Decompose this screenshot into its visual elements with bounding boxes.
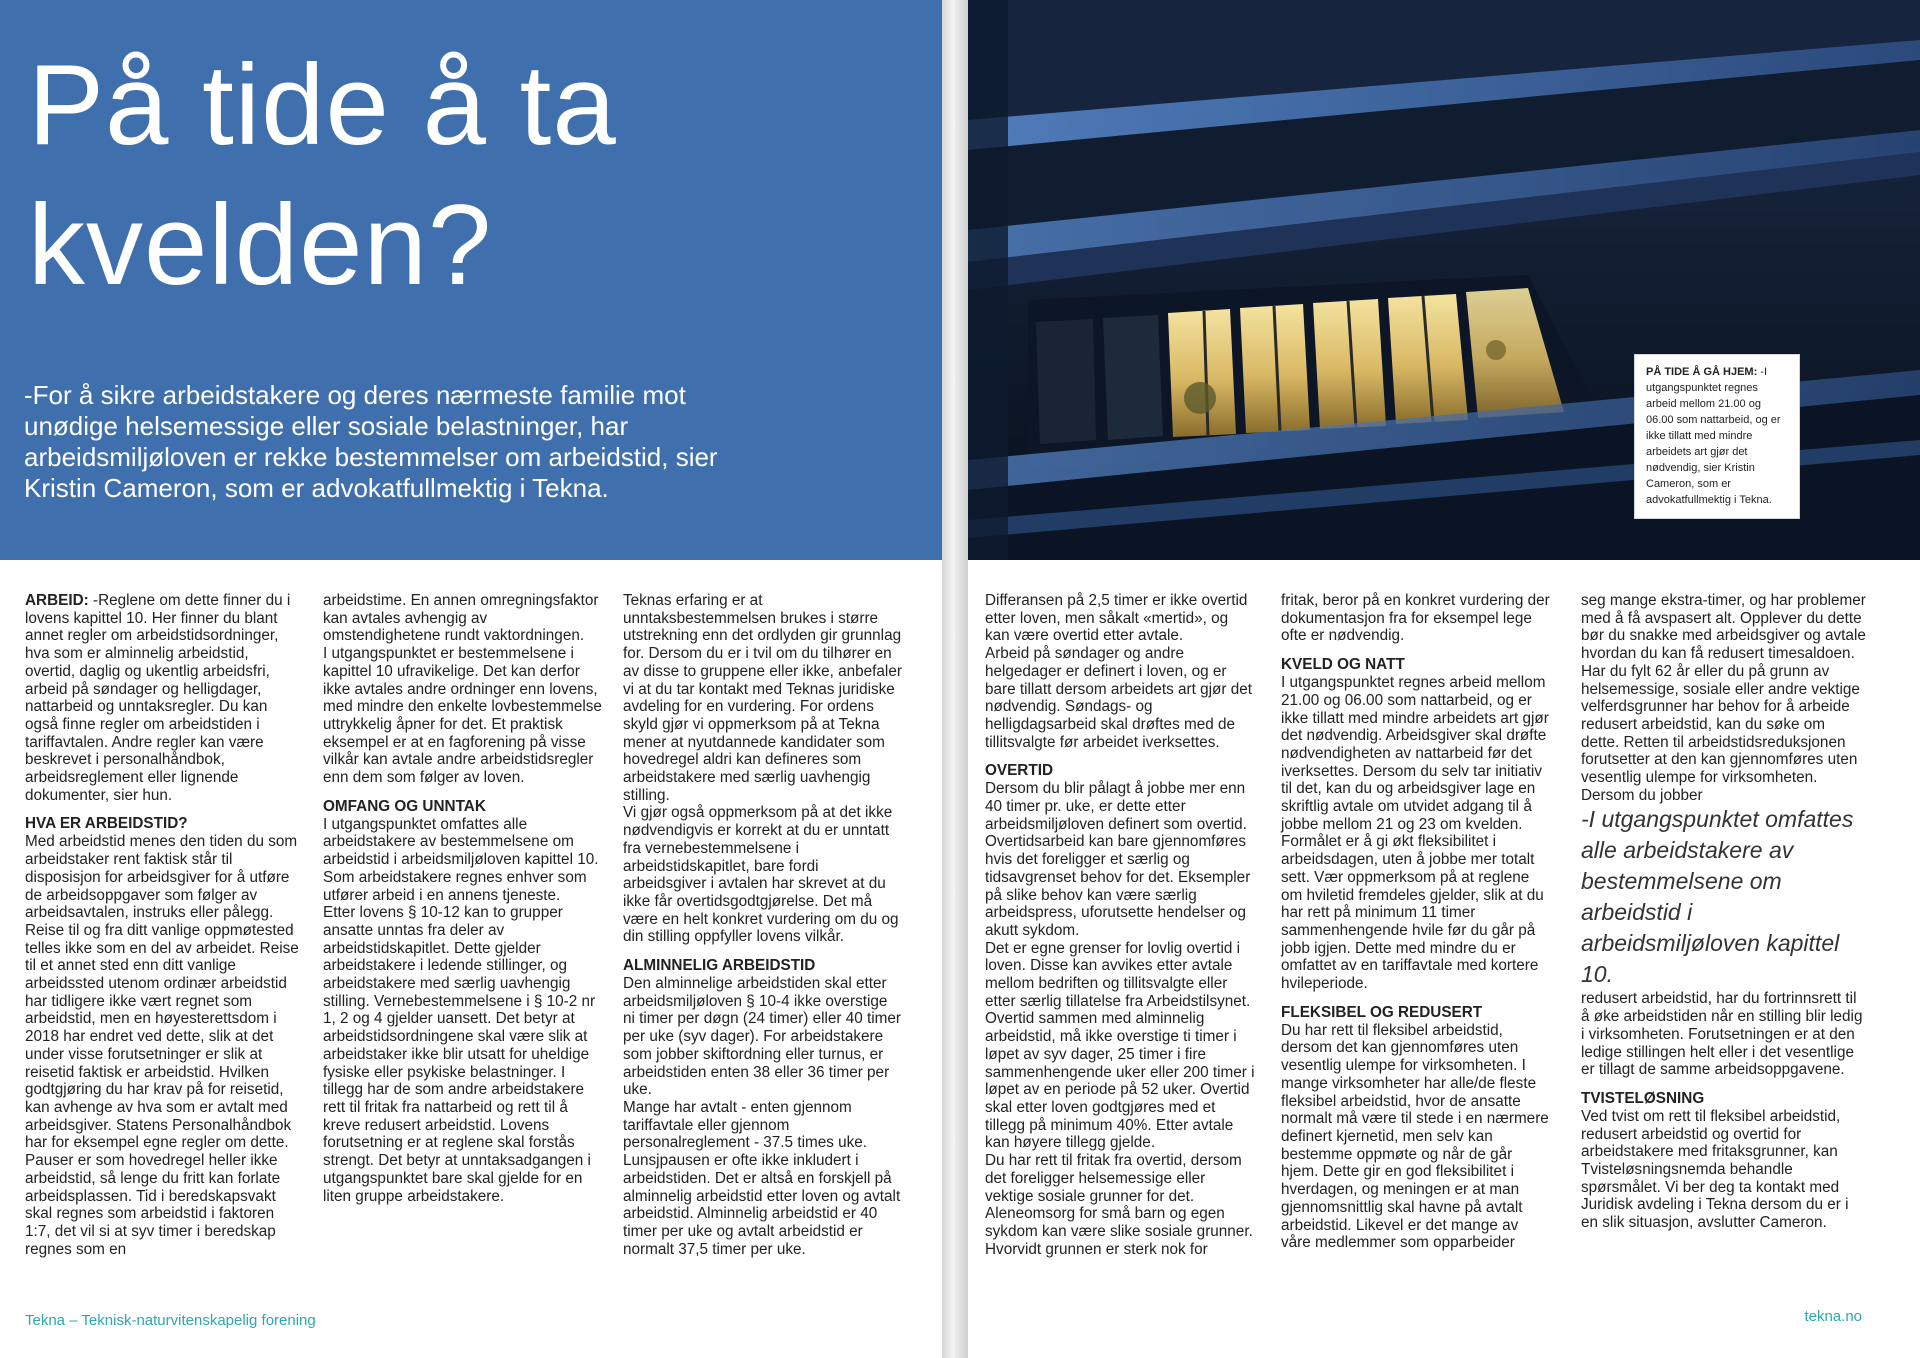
article-title: På tide å ta kvelden? xyxy=(28,42,617,309)
paragraph: Teknas erfaring er at unntaksbestemmelsen brukes i større utstrekning enn det ordlyden gir grunnlag for. Dersom du er i tvil om du tilhører en av disse to gruppene eller ikke, anbefaler vi at du tar kontakt med Teknas juridiske avdeling for en vurdering. For ordens skyld gjør vi oppmerksom på at Tekna mener at nyutdannede kandidater som hovedregel aldri kan defineres som arbeidstakere med særlig uavhengig stilling. xyxy=(623,592,902,804)
spread-gutter xyxy=(942,0,968,1358)
lead-in-label: ARBEID: xyxy=(25,592,89,609)
subheading-kveld-og-natt: KVELD OG NATT xyxy=(1281,656,1405,674)
paragraph: Etter lovens § 10-12 kan to grupper ansatte unntas fra deler av arbeidstidskapitlet. Dette gjelder arbeidstakere i ledende stillinger, og arbeidstakere med særlig uavhengig stilling. Vernebestemmelsene i § 10-2 nr 1, 2 og 4 gjelder uansett. Det betyr at arbeidstidsordningene skal være slik at arbeidstaker ikke blir utsatt for uheldige fysiske eller psykiske belastninger. I tillegg har de som andre arbeidstakere rett til fritak fra nattarbeid og rett til å kreve redusert arbeidstid. Lovens forutsetning er at reglene skal forstås strengt. Det betyr at unntaksadgangen i utgangspunktet bare skal gjelde for en liten gruppe arbeidstakere. xyxy=(323,904,596,1205)
paragraph: Du har rett til fritak fra overtid, dersom det foreligger helsemessige eller vektige sosiale grunner for det. Aleneomsorg for små barn og egen sykdom kan være slike sosiale grunner. Hvorvidt grunnen er sterk nok for xyxy=(985,1152,1253,1258)
night-office-building-image xyxy=(968,0,1920,560)
paragraph: I utgangspunktet regnes arbeid mellom 21.00 og 06.00 som nattarbeid, og er ikke tillatt med mindre arbeidets art gjør det nødvendig. Arbeidsgiver skal drøfte nødvendigheten av nattarbeid før det iverksettes. Dersom du selv tar initiativ til det, kan du og arbeidsgiver lage en skriftlig avtale om utvidet adgang til å jobbe mellom 21 og 23 om kvelden. Formålet er å gi økt fleksibilitet i arbeidsdagen, uten å jobbe mer totalt sett. Vær oppmerksom på at reglene om hviletid fremdeles gjelder, slik at du har rett på minimum 11 timer sammenhengende hvile før du går på jobb igjen. Dette med mindre du er omfattet av en tariffavtale med kortere hvileperiode. xyxy=(1281,674,1549,993)
right-page xyxy=(968,0,1920,1358)
subheading-alminnelig-arbeidstid: ALMINNELIG ARBEIDSTID xyxy=(623,957,816,975)
paragraph: Arbeid på søndager og andre helgedager er definert i loven, og er bare tillatt dersom arbeidets art gjør det nødvendig. Søndags- og helligdagsarbeid skal drøftes med de tillitsvalgte før arbeidet iverksettes. xyxy=(985,645,1252,751)
paragraph: Differansen på 2,5 timer er ikke overtid etter loven, men såkalt «mertid», og kan være overtid etter avtale. xyxy=(985,592,1248,645)
left-column-1 xyxy=(25,592,303,1258)
paragraph: I utgangspunktet er bestemmelsene i kapittel 10 ufravikelige. Det kan derfor ikke avtales andre ordninger enn lovens, med mindre den enkelte lovbestemmelse uttrykkelig åpner for det. Et praktisk eksempel er at en fagforening på visse vilkår kan avtale andre arbeidstidsregler enn dem som følger av loven. xyxy=(323,645,602,787)
footer-organization: Tekna – Teknisk-naturvitenskapelig forening xyxy=(25,1312,316,1329)
subheading-omfang-og-unntak: OMFANG OG UNNTAK xyxy=(323,797,486,815)
hero-banner xyxy=(0,0,942,560)
subheading-tvistelosning: TVISTELØSNING xyxy=(1581,1089,1705,1107)
left-column-3 xyxy=(623,592,903,1258)
paragraph: Dersom du blir pålagt å jobbe mer enn 40 timer pr. uke, er dette etter arbeidsmiljøloven definert som overtid. Overtidsarbeid kan bare gjennomføres hvis det foreligger et særlig og tidsavgrenset behov for det. Eksempler på slike behov kan være særlig arbeidspress, uforutsette hendelser og akutt sykdom. xyxy=(985,780,1251,939)
subheading-overtid: OVERTID xyxy=(985,762,1053,780)
paragraph: Vi gjør også oppmerksom på at det ikke nødvendigvis er korrekt at du er unntatt fra vernebestemmelsene i arbeidstidskapitlet, bare fordi arbeidsgiver i avtalen har skrevet at du ikke får overtidsgodtgjørelse. Det må være en helt konkret vurdering om du og din stilling oppfyller lovens vilkår. xyxy=(623,804,899,946)
right-column-3 xyxy=(1581,592,1867,1232)
right-column-2 xyxy=(1281,592,1551,1252)
right-column-1 xyxy=(985,592,1255,1258)
caption-label: PÅ TIDE Å GÅ HJEM: xyxy=(1646,366,1758,378)
article-lead: -For å sikre arbeidstakere og deres nærmeste familie mot unødige helsemessige eller sosiale belastninger, har arbeidsmiljøloven er rekke bestemmelser om arbeidstid, sier Kristin Cameron, som er advokatfullmektig i Tekna. xyxy=(24,380,718,503)
subheading-fleksibel-og-redusert: FLEKSIBEL OG REDUSERT xyxy=(1281,1003,1483,1021)
paragraph: Ved tvist om rett til fleksibel arbeidstid, redusert arbeidstid og overtid for arbeidstakere med fritaksgrunner, kan Tvisteløsningsnemda behandle spørsmålet. Vi ber deg ta kontakt med Juridisk avdeling i Tekna dersom du er i en slik situasjon, avslutter Cameron. xyxy=(1581,1107,1849,1232)
pull-quote: -I utgangspunktet omfattes alle arbeidstakere av bestemmelsene om arbeidstid i arbeidsmiljøloven kapittel 10. xyxy=(1581,806,1854,988)
left-column-2 xyxy=(323,592,603,1205)
paragraph: fritak, beror på en konkret vurdering der dokumentasjon fra for eksempel lege ofte er nødvendig. xyxy=(1281,592,1550,645)
caption-text: -I utgangspunktet regnes arbeid mellom 21.00 og 06.00 som nattarbeid, og er ikke tillatt med mindre arbeidets art gjør det nødvendig, sier Kristin Cameron, som er advokatfullmektig i Tekna. xyxy=(1646,366,1781,506)
paragraph: Mange har avtalt - enten gjennom tariffavtale eller gjennom personalreglement - 37.5 times uke. Lunsjpausen er ofte ikke inkludert i arbeidstiden. Det er altså en forskjell på alminnelig arbeidstid etter loven og avtalt arbeidstid. Alminnelig arbeidstid er 40 timer per uke og avtalt arbeidstid er normalt 37,5 timer per uke. xyxy=(623,1098,901,1258)
paragraph: I utgangspunktet omfattes alle arbeidstakere av bestemmelsene om arbeidstid i arbeidsmiljøloven kapittel 10. Som arbeidstakere regnes enhver som utfører arbeid i en annens tjeneste. xyxy=(323,815,599,904)
paragraph: Det er egne grenser for lovlig overtid i loven. Disse kan avvikes etter avtale mellom bedriften og tillitsvalgte eller etter særlig tillatelse fra Arbeidstilsynet. Overtid sammen med alminnelig arbeidstid, må ikke overstige ti timer i løpet av syv dager, 25 timer i fire sammenhengende uker eller 200 timer i løpet av en periode på 52 uker. Overtid skal etter loven godtgjøres med et tillegg på minimum 40%. Etter avtale kan høyere tillegg gjelde. xyxy=(985,939,1255,1152)
subheading-hva-er-arbeidstid: HVA ER ARBEIDSTID? xyxy=(25,815,188,833)
paragraph: Med arbeidstid menes den tiden du som arbeidstaker rent faktisk står til disposisjon for arbeidsgiver for å utføre de arbeidsoppgaver som følger av arbeidsavtalen, instruks eller pålegg. Reise til og fra ditt vanlige oppmøtested telles ikke som en del av arbeidet. Reise til et annet sted enn ditt vanlige arbeidssted utenom ordinær arbeidstid har tidligere ikke vært regnet som arbeidstid, men en høyesterettsdom i 2018 har endret ved dette, slik at det under visse forutsetninger er slik at reisetid faktisk er arbeidstid. Hvilken godtgjøring du har krav på for reisetid, kan avhenge av hva som er avtalt med arbeidsgiver. Statens Personalhåndbok har for eksempel egne regler om dette. Pauser er som hovedregel heller ikke arbeidstid, så lenge du fritt kan forlate arbeidsplassen. Tid i beredskapsvakt skal regnes som arbeidstid i faktoren 1:7, det vil si at syv timer i beredskap regnes som en xyxy=(25,833,299,1258)
paragraph: Har du fylt 62 år eller du på grunn av helsemessige, sosiale eller andre vektige velferdsgrunner har behov for å arbeide redusert arbeidstid, kan du søke om dette. Retten til arbeidstidsreduksjonen forutsetter at den kan gjennomføres uten vesentlig ulempe for virksomheten. Dersom du jobber xyxy=(1581,662,1860,804)
footer-website-link[interactable]: tekna.no xyxy=(1804,1308,1862,1325)
paragraph: arbeidstime. En annen omregningsfaktor kan avtales avhengig av omstendighetene rundt vaktordningen. xyxy=(323,592,599,645)
paragraph-text: -Reglene om dette finner du i lovens kapittel 10. Her finner du blant annet regler om arbeidstidsordninger, hva som er alminnelig arbeidstid, overtid, daglig og ukentlig arbeidsfri, arbeid på søndager og helligdager, nattarbeid og unntaksregler. Du kan også finne regler om arbeidstiden i tariffavtalen. Andre regler kan være beskrevet i personalhåndbok, arbeidsreglement eller lignende dokumenter, sier hun. xyxy=(25,592,291,804)
paragraph: Den alminnelige arbeidstiden skal etter arbeidsmiljøloven § 10-4 ikke overstige ni timer per døgn (24 timer) eller 40 timer per uke (syv dager). For arbeidstakere som jobber skiftordning eller turnus, er arbeidstiden enten 38 eller 36 timer per uke. xyxy=(623,975,901,1099)
photo-caption xyxy=(1634,354,1800,519)
paragraph: seg mange ekstra-timer, og har problemer med å få avspasert alt. Opplever du dette bør du snakke med arbeidsgiver og avtale hvordan du kan få redusert timesaldoen. xyxy=(1581,592,1866,663)
left-page xyxy=(0,0,942,1358)
paragraph: redusert arbeidstid, har du fortrinnsrett til å øke arbeidstiden når en stilling blir ledig i virksomheten. Forutsetningen er at den ledige stillingen helt eller i det vesentlige er tillagt de samme arbeidsoppgavene. xyxy=(1581,990,1863,1079)
paragraph: Du har rett til fleksibel arbeidstid, dersom det kan gjennomføres uten vesentlig ulempe for virksomheten. I mange virksomheter har alle/de fleste fleksibel arbeidstid, hvor de ansatte normalt må være til stede i en nærmere definert kjernetid, men selv kan bestemme oppmøte og når de går hjem. Dette gir en god fleksibilitet i hverdagen, og meningen er at man gjennomsnittlig skal havne på avtalt arbeidstid. Likevel er det mange av våre medlemmer som opparbeider xyxy=(1281,1021,1549,1252)
paragraph xyxy=(25,592,303,804)
